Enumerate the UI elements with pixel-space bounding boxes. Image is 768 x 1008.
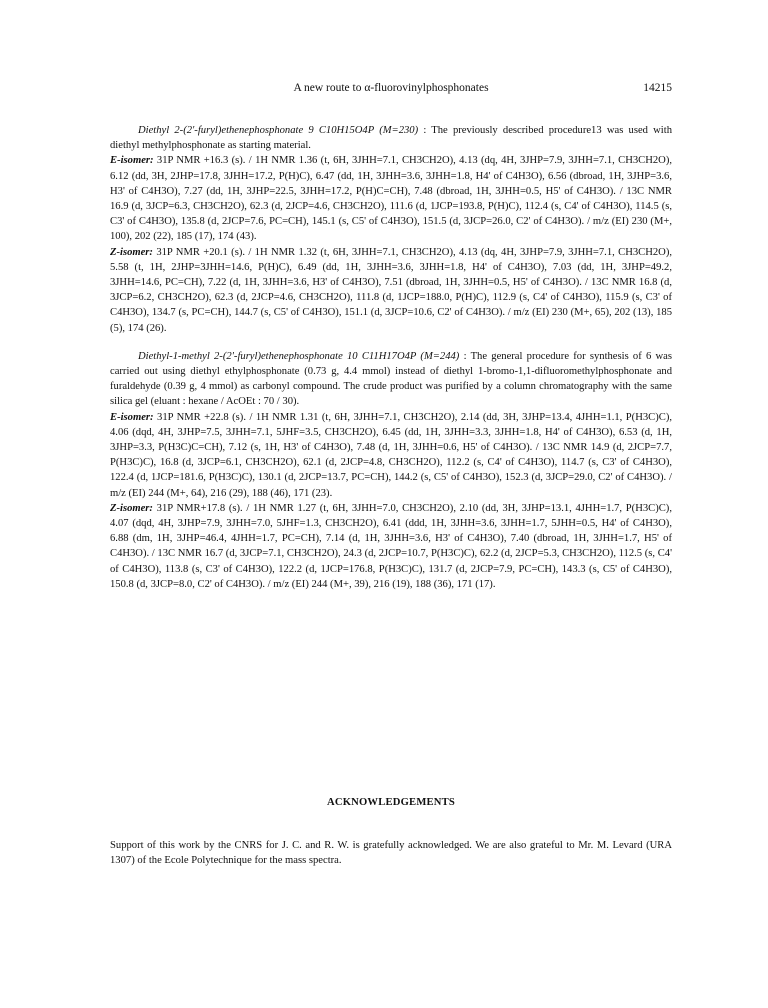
compound-10-z-isomer bbox=[110, 501, 672, 592]
compound-9-z-data: 31P NMR +20.1 (s). / 1H NMR 1.32 (t, 6H, 3JHH=7.1, CH3CH2O), 4.13 (dq, 4H, 3JHP=7.9, 3JHH=7.1, CH3CH2O), 5.58 (t, 1H, 2JHP=3JHH=14.6, P(H)C), 6.49 (dd, 1H, 3JHH=3.6, 3JHH=1.8, H4' of C4H3O), 7.03 (dd, 1H, 3JHP=49.2, 3JHH=14.6, PC=CH), 7.22 (d, 1H, 3JHH=3.6, H3' of C4H3O), 7.51 (dbroad, 1H, 3JHH=0.5, H5' of C4H3O). / 13C NMR 16.8 (d, 3JCP=6.2, CH3CH2O), 62.3 (d, 2JCP=4.6, CH3CH2O), 111.8 (d, 1JCP=188.0, P(H)C), 112.9 (s, C4' of C4H3O), 115.9 (s, C3' of C4H3O), 134.7 (s, PC=CH), 144.7 (s, C5' of C4H3O), 151.1 (d, 3JCP=10.6, C2' of C4H3O). / m/z (EI) 230 (M+, 65), 202 (13), 185 (5), 174 (26). bbox=[110, 246, 672, 334]
compound-10-title: Diethyl-1-methyl 2-(2'-furyl)ethenephosphonate 10 C11H17O4P (M=244) bbox=[138, 350, 460, 362]
compound-9-e-data: 31P NMR +16.3 (s). / 1H NMR 1.36 (t, 6H, 3JHH=7.1, CH3CH2O), 4.13 (dq, 4H, 3JHP=7.9, 3JHH=7.1, CH3CH2O), 6.12 (dd, 3H, 2JHP=17.8, 3JHH=17.2, P(H)C), 6.47 (dd, 1H, 3JHH=3.6, 3JHH=1.8, H4' of C4H3O), 6.56 (dbroad, 1H, 3JHP=3.6, H3' of C4H3O), 7.27 (dd, 1H, 3JHP=22.5, 3JHH=17.2, P(H)C=CH), 7.48 (dbroad, 1H, 3JHH=0.5, H5' of C4H3O). / 13C NMR 16.9 (d, 3JCP=6.3, CH3CH2O), 62.3 (d, 2JCP=4.6, CH3CH2O), 111.6 (d, 1JCP=193.8, P(H)C), 112.4 (s, C4' of C4H3O), 114.5 (s, C3' of C4H3O), 135.8 (d, 2JCP=7.6, PC=CH), 145.1 (s, C5' of C4H3O), 151.5 (d, 3JCP=26.0, C2' of C4H3O). / m/z (EI) 230 (M+, 100), 202 (22), 185 (17), 174 (43). bbox=[110, 155, 672, 243]
compound-9-title: Diethyl 2-(2'-furyl)ethenephosphonate 9 C10H15O4P (M=230) bbox=[138, 125, 419, 136]
compound-9-intro: : The previously described procedure13 was used with diethyl methylphosphonate as starting material. bbox=[110, 125, 672, 152]
e-isomer-label: E-isomer: bbox=[110, 155, 154, 167]
running-title: A new route to α-fluorovinylphosphonates bbox=[293, 82, 489, 94]
running-header bbox=[110, 82, 672, 98]
compound-10-intro: : The general procedure for synthesis of 6 was carried out using diethyl ethylphosphonate (0.73 g, 4.4 mmol) instead of diethyl 1-bromo-1,1-difluoromethylphosphonate and furaldehyde (0.39 g, 4 mmol) as carbonyl compound. The crude product was purified by a column chromatography with the same silica gel (eluant : hexane / AcOEt : 70 / 30). bbox=[110, 350, 672, 408]
experimental-section bbox=[110, 123, 672, 592]
z-isomer-label: Z-isomer: bbox=[110, 246, 153, 258]
compound-9-e-isomer bbox=[110, 153, 672, 244]
compound-9-paragraph bbox=[110, 123, 672, 153]
compound-10-e-isomer bbox=[110, 410, 672, 501]
page-number: 14215 bbox=[643, 82, 672, 94]
compound-10-z-data: 31P NMR+17.8 (s). / 1H NMR 1.27 (t, 6H, 3JHH=7.0, CH3CH2O), 2.10 (dd, 3H, 3JHP=13.1, 4JHH=1.7, P(H3C)C), 4.07 (dqd, 4H, 3JHP=7.9, 3JHH=7.0, 5JHF=1.3, CH3CH2O), 6.41 (ddd, 1H, 3JHH=3.6, 3JHH=1.7, 5JHH=0.5, H4' of C4H3O), 6.88 (dm, 1H, 3JHP=46.4, 4JHH=1.7, PC=CH), 7.14 (d, 1H, 3JHH=3.6, H3' of C4H3O), 7.40 (dbroad, 1H, 3JHH=1.7, H5' of C4H3O). / 13C NMR 16.7 (d, 3JCP=7.1, CH3CH2O), 24.3 (d, 2JCP=10.7, P(H3C)C), 62.2 (d, 2JCP=5.3, CH3CH2O), 112.5 (s, C4' of C4H3O), 113.8 (s, C3' of C4H3O), 122.2 (d, 1JCP=176.8, P(H3C)C), 131.7 (d, 2JCP=7.9, PC=CH), 143.3 (s, C5' of C4H3O), 150.8 (d, 3JCP=8.0, C2' of C4H3O). / m/z (EI) 244 (M+, 39), 216 (19), 188 (36), 171 (17). bbox=[110, 502, 672, 590]
compound-10-paragraph bbox=[110, 349, 672, 410]
acknowledgements-text: Support of this work by the CNRS for J. C. and R. W. is gratefully acknowledged. We are also grateful to Mr. M. Levard (URA 1307) of the Ecole Polytechnique for the mass spectra. bbox=[110, 839, 672, 866]
acknowledgements-heading: ACKNOWLEDGEMENTS bbox=[327, 797, 455, 808]
z-isomer-label: Z-isomer: bbox=[110, 502, 153, 514]
compound-9-z-isomer bbox=[110, 245, 672, 336]
e-isomer-label: E-isomer: bbox=[110, 411, 154, 423]
compound-10-e-data: 31P NMR +22.8 (s). / 1H NMR 1.31 (t, 6H, 3JHH=7.1, CH3CH2O), 2.14 (dd, 3H, 3JHP=13.4, 4JHH=1.1, P(H3C)C), 4.06 (dqd, 4H, 3JHP=7.5, 3JHH=7.1, 5JHF=3.5, CH3CH2O), 6.45 (dd, 1H, 3JHH=3.3, 3JHH=1.8, H4' of C4H3O), 6.53 (d, 1H, 3JHP=3.3, P(H3C)C=CH), 7.12 (s, 1H, H3' of C4H3O), 7.48 (d, 1H, 3JHH=0.6, H5' of C4H3O). / 13C NMR 14.9 (d, 2JCP=7.7, P(H3C)C), 16.8 (d, 3JCP=6.1, CH3CH2O), 62.1 (d, 2JCP=4.8, CH3CH2O), 112.2 (s, C4' of C4H3O), 114.7 (s, C3' of C4H3O), 122.4 (d, 1JCP=181.6, P(H3C)C), 130.1 (d, 2JCP=13.7, PC=CH), 144.2 (s, C5' of C4H3O), 152.3 (d, 3JCP=29.0, C2' of C4H3O). / m/z (EI) 244 (M+, 64), 216 (29), 188 (46), 171 (23). bbox=[110, 411, 672, 499]
